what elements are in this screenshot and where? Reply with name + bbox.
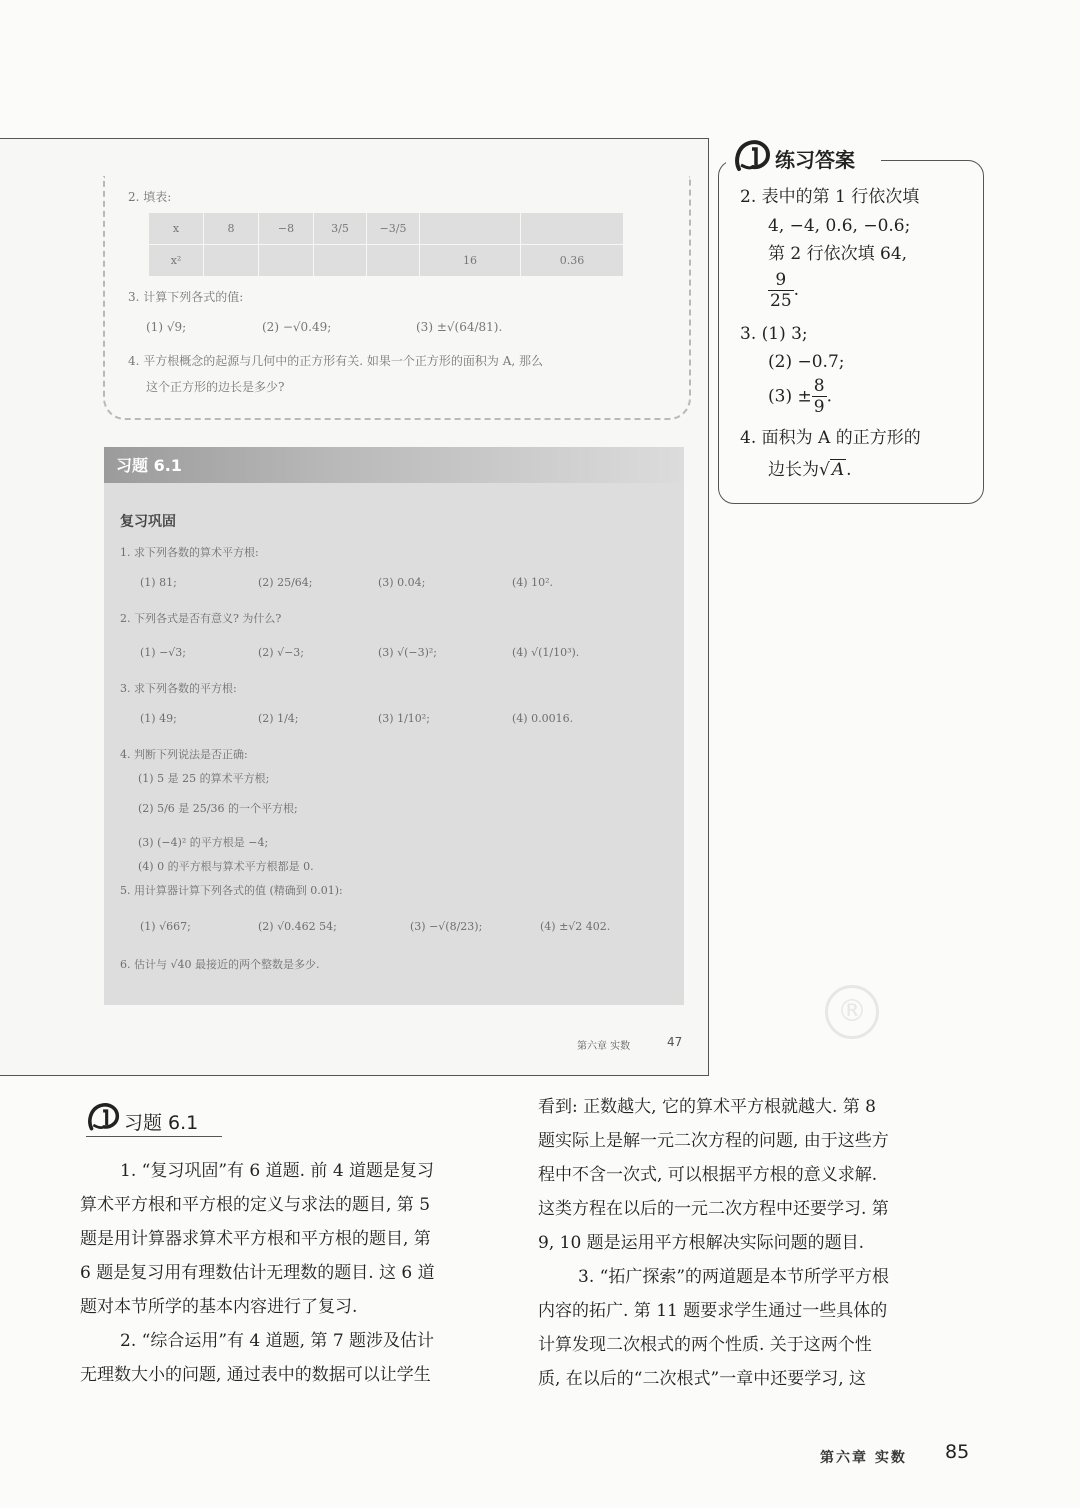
- question-item: (3) −√(8/23);: [410, 920, 483, 933]
- answer-line: 4. 面积为 A 的正方形的: [740, 428, 921, 448]
- question-item: (3) (−4)² 的平方根是 −4;: [138, 836, 269, 849]
- body-line: 计算发现二次根式的两个性质. 关于这两个性: [538, 1335, 872, 1355]
- body-line: 2. “综合运用”有 4 道题, 第 7 题涉及估计: [120, 1331, 435, 1351]
- body-line: 程中不含一次式, 可以根据平方根的意义求解.: [538, 1165, 878, 1185]
- body-line: 3. “拓广探索”的两道题是本节所学平方根: [578, 1267, 890, 1287]
- table-cell: [204, 245, 259, 277]
- answer-prefix: 边长为: [768, 460, 819, 480]
- answer-line: (2) −0.7;: [768, 352, 845, 372]
- practice-q3-label: 3. 计算下列各式的值:: [128, 290, 244, 304]
- question-item: (4) √(1/10³).: [512, 646, 580, 659]
- table-cell: [314, 245, 367, 277]
- fraction-numerator: 8: [813, 376, 825, 396]
- question-item: (4) 0 的平方根与算术平方根都是 0.: [138, 860, 314, 873]
- answer-fraction: $\frac{9}{25}$ .: [770, 270, 800, 311]
- question-item: (2) 5/6 是 25/36 的一个平方根;: [138, 802, 298, 815]
- table-cell: 3/5: [314, 213, 367, 245]
- sqrt-radicand: A: [831, 460, 845, 480]
- question-label: 1. 求下列各数的算术平方根:: [120, 546, 259, 559]
- answer-line-sqrt: 边长为√ A .: [768, 460, 852, 480]
- footer-chapter: 第六章 实数: [820, 1450, 907, 1466]
- table-cell: 8: [204, 213, 259, 245]
- table-cell: [259, 245, 314, 277]
- table-cell: x²: [149, 245, 204, 277]
- answer-line: 4, −4, 0.6, −0.6;: [768, 216, 911, 236]
- practice-q3-item: (1) √9;: [146, 320, 187, 334]
- table-cell: [521, 213, 624, 245]
- question-item: (2) 1/4;: [258, 712, 299, 725]
- body-line: 看到: 正数越大, 它的算术平方根就越大. 第 8: [538, 1097, 876, 1117]
- question-item: (2) √0.462 54;: [258, 920, 337, 933]
- fraction-numerator: 9: [768, 270, 794, 291]
- table-cell: [367, 245, 420, 277]
- question-item: (1) 81;: [140, 576, 177, 589]
- question-item: (4) ±√2 402.: [540, 920, 611, 933]
- practice-q3-item: (2) −√0.49;: [262, 320, 332, 334]
- question-label: 6. 估计与 √40 最接近的两个整数是多少.: [120, 958, 320, 971]
- practice-q3-item: (3) ±√(64/81).: [416, 320, 503, 334]
- question-item: (2) √−3;: [258, 646, 305, 659]
- footer-page-number: 85: [945, 1441, 970, 1463]
- body-line: 算术平方根和平方根的定义与求法的题目, 第 5: [80, 1195, 431, 1215]
- answer-line: 第 2 行依次填 64,: [768, 244, 908, 264]
- answer-line: 2. 表中的第 1 行依次填: [740, 187, 920, 207]
- body-line: 9, 10 题是运用平方根解决实际问题的题目.: [538, 1233, 865, 1253]
- table-cell: x: [149, 213, 204, 245]
- body-line: 题是用计算器求算术平方根和平方根的题目, 第: [80, 1229, 431, 1249]
- answer-line: 3. (1) 3;: [740, 324, 808, 344]
- body-line: 1. “复习巩固”有 6 道题. 前 4 道题是复习: [120, 1161, 435, 1181]
- fill-table: [148, 212, 624, 277]
- body-line: 质, 在以后的“二次根式”一章中还要学习, 这: [538, 1369, 866, 1389]
- table-cell: [420, 213, 521, 245]
- question-label: 5. 用计算器计算下列各式的值 (精确到 0.01):: [120, 884, 343, 897]
- body-line: 题对本节所学的基本内容进行了复习.: [80, 1297, 358, 1317]
- question-item: (3) 1/10²;: [378, 712, 430, 725]
- section-title-icon: [86, 1102, 122, 1134]
- table-cell: −8: [259, 213, 314, 245]
- question-item: (1) −√3;: [140, 646, 187, 659]
- question-item: (4) 0.0016.: [512, 712, 574, 725]
- exercise-title-bar: [104, 447, 684, 483]
- registered-mark: ®: [825, 985, 879, 1039]
- table-row: [149, 213, 624, 245]
- question-item: (1) 49;: [140, 712, 177, 725]
- inner-page-number: 47: [667, 1035, 683, 1049]
- fraction-denominator: 9: [813, 397, 825, 417]
- question-item: (1) √667;: [140, 920, 191, 933]
- body-line: 内容的拓广. 第 11 题要求学生通过一些具体的: [538, 1301, 888, 1321]
- question-item: (1) 5 是 25 的算术平方根;: [138, 772, 270, 785]
- question-item: (3) 0.04;: [378, 576, 426, 589]
- exercise-title: 习题 6.1: [116, 456, 182, 475]
- question-label: 3. 求下列各数的平方根:: [120, 682, 237, 695]
- question-label: 2. 下列各式是否有意义? 为什么?: [120, 612, 282, 625]
- answer-title: 练习答案: [775, 148, 855, 172]
- body-line: 6 题是复习用有理数估计无理数的题目. 这 6 道: [80, 1263, 435, 1283]
- table-cell: 0.36: [521, 245, 624, 277]
- table-cell: −3/5: [367, 213, 420, 245]
- practice-q4-line: 4. 平方根概念的起源与几何中的正方形有关. 如果一个正方形的面积为 A, 那么: [128, 354, 544, 368]
- question-item: (4) 10².: [512, 576, 553, 589]
- answer-line-fraction: (3) ± $\frac{8}{9}$ .: [768, 376, 832, 417]
- table-cell: 16: [420, 245, 521, 277]
- inner-footer-chapter: 第六章 实数: [577, 1041, 631, 1052]
- practice-q4-line: 这个正方形的边长是多少?: [146, 380, 285, 394]
- table-row: [149, 245, 624, 277]
- answer-prefix: (3) ±: [768, 386, 812, 407]
- fraction-denominator: 25: [770, 291, 792, 311]
- question-item: (2) 25/64;: [258, 576, 313, 589]
- practice-q2-label: 2. 填表:: [128, 190, 172, 204]
- body-line: 这类方程在以后的一元二次方程中还要学习. 第: [538, 1199, 889, 1219]
- body-line: 无理数大小的问题, 通过表中的数据可以让学生: [80, 1365, 431, 1385]
- section-heading: 复习巩固: [120, 514, 176, 530]
- answer-section-icon: [733, 139, 773, 175]
- question-label: 4. 判断下列说法是否正确:: [120, 748, 248, 761]
- body-line: 题实际上是解一元二次方程的问题, 由于这些方: [538, 1131, 889, 1151]
- question-item: (3) √(−3)²;: [378, 646, 438, 659]
- section-title: 习题 6.1: [124, 1112, 199, 1134]
